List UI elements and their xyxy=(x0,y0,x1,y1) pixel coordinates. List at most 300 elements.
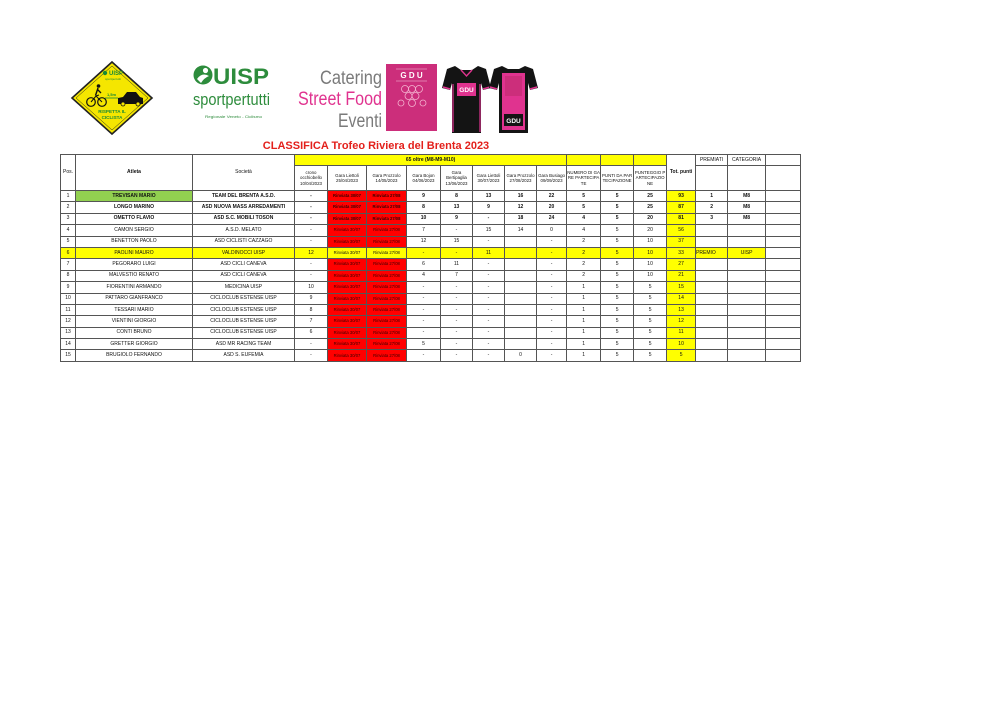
race-result-cell: Rinviata 27/08 xyxy=(367,191,407,202)
athlete-name-cell: TREVISAN MARIO xyxy=(76,191,193,202)
race-result-cell xyxy=(505,259,537,270)
race-result-cell: - xyxy=(441,327,473,338)
race-result-cell: - xyxy=(441,225,473,236)
race-result-cell: - xyxy=(441,293,473,304)
total-points-cell: 13 xyxy=(667,304,696,315)
race-result-cell: 9 xyxy=(473,202,505,213)
table-row xyxy=(61,350,801,361)
race-result-cell: Rinviata 27/08 xyxy=(367,304,407,315)
race-result-cell: Rinviata 30/07 xyxy=(328,225,367,236)
participation-score-cell: 10 xyxy=(634,247,667,258)
premiati-cell: 3 xyxy=(696,213,728,224)
sign-brand: UISP xyxy=(108,71,124,77)
categoria-cell xyxy=(728,282,766,293)
race-result-cell: Rinviata 27/08 xyxy=(367,339,407,350)
page-title: CLASSIFICA Trofeo Riviera del Brenta 2023 xyxy=(262,140,490,152)
premiati-cell xyxy=(696,259,728,270)
participation-score-cell: 5 xyxy=(634,304,667,315)
races-count-cell: 2 xyxy=(567,247,601,258)
races-count-cell: 2 xyxy=(567,270,601,281)
race-result-cell: - xyxy=(537,293,567,304)
race-result-cell: Rinviata 30/07 xyxy=(328,191,367,202)
race-result-cell: 9 xyxy=(407,191,441,202)
header-race: Gara Liettoli 25/04/2023 xyxy=(328,166,367,191)
position-cell: 4 xyxy=(61,225,76,236)
categoria-cell xyxy=(728,225,766,236)
position-cell: 10 xyxy=(61,293,76,304)
race-result-cell: 18 xyxy=(505,213,537,224)
header-races-count: NUMERO DI GARE PARTECIPATE xyxy=(567,166,601,191)
header-team: Società xyxy=(193,155,295,191)
athlete-name-cell: GRETTER GIORGIO xyxy=(76,339,193,350)
blank-cell xyxy=(766,236,801,247)
race-result-cell: 24 xyxy=(537,213,567,224)
races-count-cell: 1 xyxy=(567,316,601,327)
participation-score-cell: 10 xyxy=(634,259,667,270)
position-cell: 3 xyxy=(61,213,76,224)
premiati-cell: 2 xyxy=(696,202,728,213)
blank-cell xyxy=(766,350,801,361)
race-result-cell: 4 xyxy=(407,270,441,281)
race-result-cell xyxy=(505,293,537,304)
race-result-cell xyxy=(505,339,537,350)
gdu-logo xyxy=(386,64,437,131)
races-count-cell: 1 xyxy=(567,350,601,361)
athlete-name-cell: OMETTO FLAVIO xyxy=(76,213,193,224)
total-points-cell: 14 xyxy=(667,293,696,304)
header-pos: Pos. xyxy=(61,155,76,191)
race-result-cell: - xyxy=(441,304,473,315)
race-result-cell: Rinviata 27/08 xyxy=(367,236,407,247)
categoria-cell: M8 xyxy=(728,191,766,202)
logo-banner xyxy=(0,0,1000,145)
race-result-cell: Rinviata 30/07 xyxy=(328,304,367,315)
table-row xyxy=(61,213,801,224)
table-row xyxy=(61,293,801,304)
race-result-cell: 15 xyxy=(473,225,505,236)
race-result-cell: - xyxy=(473,259,505,270)
race-result-cell: Rinviata 27/08 xyxy=(367,327,407,338)
table-row xyxy=(61,202,801,213)
race-result-cell: 0 xyxy=(505,350,537,361)
total-points-cell: 56 xyxy=(667,225,696,236)
team-cell: MEDICINA UISP xyxy=(193,282,295,293)
participation-points-cell: 5 xyxy=(601,350,634,361)
table-row xyxy=(61,236,801,247)
race-result-cell: - xyxy=(473,236,505,247)
races-count-cell: 4 xyxy=(567,213,601,224)
participation-points-cell: 5 xyxy=(601,202,634,213)
blank-cell xyxy=(766,247,801,258)
team-cell: ASD CICLISTI CAZZAGO xyxy=(193,236,295,247)
team-cell: ASD S.C. MOBILI TOSON xyxy=(193,213,295,224)
header-premiati: PREMIATI xyxy=(696,155,728,166)
blank-cell xyxy=(766,259,801,270)
team-cell: A.S.D. MELATO xyxy=(193,225,295,236)
race-result-cell: 8 xyxy=(441,191,473,202)
header-race: Gara Bojon 04/06/2023 xyxy=(407,166,441,191)
race-result-cell: Rinviata 27/08 xyxy=(367,293,407,304)
race-result-cell: Rinviata 30/07 xyxy=(328,202,367,213)
table-row xyxy=(61,327,801,338)
participation-points-cell: 5 xyxy=(601,191,634,202)
participation-score-cell: 5 xyxy=(634,327,667,338)
athlete-name-cell: CONTI BRUNO xyxy=(76,327,193,338)
race-result-cell xyxy=(505,236,537,247)
table-row xyxy=(61,259,801,270)
table-row xyxy=(61,270,801,281)
categoria-cell xyxy=(728,327,766,338)
participation-score-cell: 25 xyxy=(634,191,667,202)
races-count-cell: 2 xyxy=(567,259,601,270)
categoria-cell: UISP xyxy=(728,247,766,258)
blank-cell xyxy=(766,202,801,213)
uisp-logo xyxy=(193,64,270,119)
race-result-cell: - xyxy=(295,191,328,202)
team-cell: ASD CICLI CANEVA xyxy=(193,259,295,270)
race-result-cell: Rinviata 30/07 xyxy=(328,350,367,361)
race-result-cell: Rinviata 30/07 xyxy=(328,247,367,258)
race-result-cell: - xyxy=(295,236,328,247)
premiati-cell xyxy=(696,293,728,304)
team-cell: ASD CICLI CANEVA xyxy=(193,270,295,281)
race-result-cell: - xyxy=(295,350,328,361)
participation-points-cell: 5 xyxy=(601,259,634,270)
header-race: Gara Bertipaglia 13/06/2023 xyxy=(441,166,473,191)
total-points-cell: 5 xyxy=(667,350,696,361)
jersey-front-text: GDU xyxy=(459,87,474,94)
race-result-cell: 16 xyxy=(505,191,537,202)
header-participation-points: PUNTI DA PARTECIPAZIONE xyxy=(601,166,634,191)
athlete-name-cell: CAMON SERGIO xyxy=(76,225,193,236)
participation-points-cell: 5 xyxy=(601,247,634,258)
position-cell: 11 xyxy=(61,304,76,315)
race-result-cell: - xyxy=(407,247,441,258)
race-result-cell: Rinviata 27/08 xyxy=(367,350,407,361)
total-points-cell: 81 xyxy=(667,213,696,224)
participation-score-cell: 5 xyxy=(634,339,667,350)
premiati-cell xyxy=(696,282,728,293)
team-cell: TEAM DEL BRENTA A.S.D. xyxy=(193,191,295,202)
participation-points-cell: 5 xyxy=(601,316,634,327)
header-blank xyxy=(766,155,801,166)
categoria-cell xyxy=(728,304,766,315)
race-result-cell: 9 xyxy=(441,213,473,224)
race-result-cell: 0 xyxy=(537,225,567,236)
participation-points-cell: 5 xyxy=(601,304,634,315)
team-cell: ASD S. EUFEMIA xyxy=(193,350,295,361)
race-result-cell: - xyxy=(537,259,567,270)
blank-cell xyxy=(766,282,801,293)
sign-distance: 1,5m xyxy=(106,92,117,97)
categoria-cell xyxy=(728,270,766,281)
table-row xyxy=(61,247,801,258)
premiati-cell xyxy=(696,225,728,236)
header-race: Gara Prozzolo 14/05/2023 xyxy=(367,166,407,191)
categoria-cell xyxy=(728,339,766,350)
position-cell: 6 xyxy=(61,247,76,258)
position-cell: 13 xyxy=(61,327,76,338)
category-header: 65 oltre (M8-M9-M10) xyxy=(295,155,567,166)
team-cell: ASD MR RACING TEAM xyxy=(193,339,295,350)
races-count-cell: 1 xyxy=(567,293,601,304)
team-cell: CICLOCLUB ESTENSE UISP xyxy=(193,304,295,315)
header-blank xyxy=(696,166,728,191)
athlete-name-cell: MALVESTIO RENATO xyxy=(76,270,193,281)
race-result-cell: 15 xyxy=(441,236,473,247)
race-result-cell: - xyxy=(537,270,567,281)
uisp-brand: UISP xyxy=(213,64,269,89)
team-cell: ASD NUOVA MASS ARREDAMENTI xyxy=(193,202,295,213)
race-result-cell: 13 xyxy=(441,202,473,213)
race-result-cell: Rinviata 30/07 xyxy=(328,236,367,247)
race-result-cell: 8 xyxy=(407,202,441,213)
race-result-cell: - xyxy=(537,236,567,247)
race-result-cell: - xyxy=(407,293,441,304)
header-race: Gara Busiago 09/09/2023 xyxy=(537,166,567,191)
participation-points-cell: 5 xyxy=(601,339,634,350)
categoria-cell: M8 xyxy=(728,202,766,213)
race-result-cell: - xyxy=(407,316,441,327)
races-count-cell: 5 xyxy=(567,202,601,213)
races-count-cell: 4 xyxy=(567,225,601,236)
races-count-cell: 1 xyxy=(567,304,601,315)
uisp-tagline: sportpertutti xyxy=(193,90,270,109)
categoria-cell xyxy=(728,350,766,361)
header-blank xyxy=(728,166,766,191)
participation-points-cell: 5 xyxy=(601,213,634,224)
table-row xyxy=(61,339,801,350)
participation-score-cell: 25 xyxy=(634,202,667,213)
athlete-name-cell: PATTARO GIANFRANCO xyxy=(76,293,193,304)
blank-cell xyxy=(766,327,801,338)
race-result-cell xyxy=(505,304,537,315)
blank-cell xyxy=(766,304,801,315)
uisp-region: Regionale Veneto - Ciclismo xyxy=(205,114,263,119)
race-result-cell: Rinviata 27/08 xyxy=(367,225,407,236)
race-result-cell: - xyxy=(537,339,567,350)
race-result-cell: 12 xyxy=(295,247,328,258)
race-result-cell: 11 xyxy=(441,259,473,270)
catering-line1: Catering xyxy=(320,68,382,89)
blank-cell xyxy=(766,225,801,236)
race-result-cell: - xyxy=(441,316,473,327)
premiati-cell xyxy=(696,316,728,327)
athlete-name-cell: TESSARI MARIO xyxy=(76,304,193,315)
header-race: crono occhiobello 10/04/2023 xyxy=(295,166,328,191)
cyclist-safety-sign xyxy=(72,62,152,134)
race-result-cell: Rinviata 30/07 xyxy=(328,270,367,281)
participation-score-cell: 10 xyxy=(634,270,667,281)
premiati-cell xyxy=(696,327,728,338)
race-result-cell: - xyxy=(295,213,328,224)
race-result-cell: - xyxy=(473,213,505,224)
participation-score-cell: 20 xyxy=(634,213,667,224)
categoria-cell xyxy=(728,316,766,327)
race-result-cell: - xyxy=(295,339,328,350)
participation-score-cell: 10 xyxy=(634,236,667,247)
race-result-cell: - xyxy=(295,259,328,270)
race-result-cell: - xyxy=(407,304,441,315)
header-race: Gara Prozzolo 27/08/2023 xyxy=(505,166,537,191)
race-result-cell: Rinviata 30/07 xyxy=(328,213,367,224)
total-points-cell: 11 xyxy=(667,327,696,338)
athlete-name-cell: BENETTON PAOLO xyxy=(76,236,193,247)
catering-line3: Eventi xyxy=(338,111,382,132)
athlete-name-cell: BRUGIOLO FERNANDO xyxy=(76,350,193,361)
athlete-name-cell: PAOLINI MAURO xyxy=(76,247,193,258)
race-result-cell: 22 xyxy=(537,191,567,202)
race-result-cell xyxy=(505,282,537,293)
header-categoria: CATEGORIA xyxy=(728,155,766,166)
header-total-points: Tot. punti xyxy=(667,155,696,191)
race-result-cell xyxy=(505,316,537,327)
categoria-cell xyxy=(728,293,766,304)
race-result-cell: Rinviata 30/07 xyxy=(328,316,367,327)
race-result-cell: Rinviata 27/08 xyxy=(367,202,407,213)
participation-points-cell: 5 xyxy=(601,225,634,236)
race-result-cell: 7 xyxy=(441,270,473,281)
categoria-cell xyxy=(728,259,766,270)
total-points-cell: 15 xyxy=(667,282,696,293)
header-participation-score: PUNTEGGIO PARTECIPAZIONE xyxy=(634,166,667,191)
race-result-cell: Rinviata 27/08 xyxy=(367,213,407,224)
header-race: Gara Liettoli 30/07/2023 xyxy=(473,166,505,191)
race-result-cell: 7 xyxy=(407,225,441,236)
athlete-name-cell: FIORENTINI ARMANDO xyxy=(76,282,193,293)
position-cell: 1 xyxy=(61,191,76,202)
total-points-cell: 10 xyxy=(667,339,696,350)
participation-points-cell: 5 xyxy=(601,270,634,281)
race-result-cell: 12 xyxy=(407,236,441,247)
race-result-cell: Rinviata 30/07 xyxy=(328,282,367,293)
table-row xyxy=(61,304,801,315)
participation-points-cell: 5 xyxy=(601,236,634,247)
race-result-cell: - xyxy=(473,282,505,293)
race-result-cell: - xyxy=(473,304,505,315)
race-result-cell: Rinviata 27/08 xyxy=(367,282,407,293)
table-row xyxy=(61,191,801,202)
total-points-cell: 33 xyxy=(667,247,696,258)
sign-line1: RISPETTA IL xyxy=(98,109,126,114)
sign-sub: sportpertutti xyxy=(105,77,121,81)
race-result-cell: Rinviata 27/08 xyxy=(367,259,407,270)
blank-cell xyxy=(766,293,801,304)
race-result-cell: 5 xyxy=(407,339,441,350)
race-result-cell: 13 xyxy=(473,191,505,202)
blank-cell xyxy=(766,316,801,327)
blank-cell xyxy=(766,213,801,224)
participation-points-cell: 5 xyxy=(601,282,634,293)
premiati-cell xyxy=(696,339,728,350)
position-cell: 5 xyxy=(61,236,76,247)
categoria-cell xyxy=(728,236,766,247)
race-result-cell: 10 xyxy=(295,282,328,293)
race-result-cell xyxy=(505,247,537,258)
race-result-cell: - xyxy=(295,270,328,281)
header-blank xyxy=(601,155,634,166)
jersey-back-image xyxy=(489,66,538,133)
race-result-cell: 12 xyxy=(505,202,537,213)
race-result-cell: - xyxy=(441,247,473,258)
race-result-cell: - xyxy=(441,350,473,361)
header-blank xyxy=(567,155,601,166)
premiati-cell: PREMIO xyxy=(696,247,728,258)
race-result-cell: 9 xyxy=(295,293,328,304)
race-result-cell: Rinviata 30/07 xyxy=(328,327,367,338)
position-cell: 9 xyxy=(61,282,76,293)
sign-line2: CICLISTA xyxy=(101,115,123,120)
position-cell: 12 xyxy=(61,316,76,327)
participation-score-cell: 5 xyxy=(634,316,667,327)
catering-logo xyxy=(298,68,382,132)
position-cell: 15 xyxy=(61,350,76,361)
total-points-cell: 12 xyxy=(667,316,696,327)
race-result-cell: - xyxy=(295,202,328,213)
race-result-cell xyxy=(505,327,537,338)
race-result-cell: Rinviata 27/08 xyxy=(367,316,407,327)
table-row xyxy=(61,225,801,236)
race-result-cell: - xyxy=(537,350,567,361)
ranking-body xyxy=(61,191,801,362)
race-result-cell: - xyxy=(537,304,567,315)
blank-cell xyxy=(766,191,801,202)
race-result-cell: - xyxy=(537,316,567,327)
catering-line2: Street Food xyxy=(298,89,382,110)
race-result-cell: Rinviata 30/07 xyxy=(328,339,367,350)
participation-score-cell: 20 xyxy=(634,225,667,236)
total-points-cell: 27 xyxy=(667,259,696,270)
race-result-cell: - xyxy=(295,225,328,236)
participation-score-cell: 5 xyxy=(634,282,667,293)
header-athlete: Atleta xyxy=(76,155,193,191)
total-points-cell: 37 xyxy=(667,236,696,247)
ranking-table xyxy=(60,154,801,362)
race-result-cell: 6 xyxy=(407,259,441,270)
race-result-cell: - xyxy=(473,293,505,304)
team-cell: CICLOCLUB ESTENSE UISP xyxy=(193,316,295,327)
race-result-cell: 10 xyxy=(407,213,441,224)
participation-score-cell: 5 xyxy=(634,293,667,304)
position-cell: 2 xyxy=(61,202,76,213)
races-count-cell: 1 xyxy=(567,327,601,338)
race-result-cell: - xyxy=(473,339,505,350)
jersey-back-text: GDU xyxy=(506,118,521,125)
categoria-cell: M8 xyxy=(728,213,766,224)
race-result-cell xyxy=(505,270,537,281)
jersey-front-image xyxy=(442,66,491,133)
team-cell: CICLOCLUB ESTENSE UISP xyxy=(193,293,295,304)
races-count-cell: 1 xyxy=(567,282,601,293)
header-row-1 xyxy=(61,155,801,166)
athlete-name-cell: VIENTINI GIORGIO xyxy=(76,316,193,327)
premiati-cell: 1 xyxy=(696,191,728,202)
table-row xyxy=(61,282,801,293)
premiati-cell xyxy=(696,304,728,315)
races-count-cell: 2 xyxy=(567,236,601,247)
total-points-cell: 21 xyxy=(667,270,696,281)
race-result-cell: 6 xyxy=(295,327,328,338)
team-cell: CICLOCLUB ESTENSE UISP xyxy=(193,327,295,338)
race-result-cell: 7 xyxy=(295,316,328,327)
race-result-cell: 11 xyxy=(473,247,505,258)
race-result-cell: - xyxy=(473,327,505,338)
race-result-cell: - xyxy=(407,327,441,338)
race-result-cell: Rinviata 27/08 xyxy=(367,270,407,281)
premiati-cell xyxy=(696,270,728,281)
races-count-cell: 1 xyxy=(567,339,601,350)
premiati-cell xyxy=(696,350,728,361)
